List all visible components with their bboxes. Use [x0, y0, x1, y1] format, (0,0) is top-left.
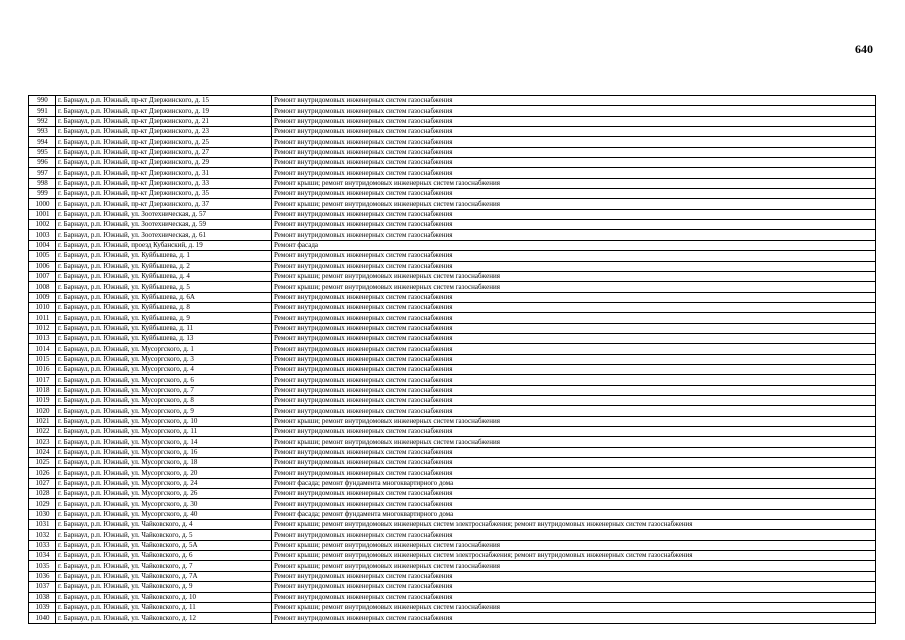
- table-row: [29, 571, 876, 581]
- row-number-cell: 1029: [29, 499, 56, 509]
- address-cell: г. Барнаул, р.п. Южный, пр-кт Дзержинского, д. 27: [56, 147, 272, 157]
- table-row: [29, 147, 876, 157]
- row-number-cell: 1032: [29, 530, 56, 540]
- row-number-cell: 1004: [29, 240, 56, 250]
- address-cell: г. Барнаул, р.п. Южный, ул. Куйбышева, д. 11: [56, 323, 272, 333]
- table-row: [29, 540, 876, 550]
- row-number-cell: 997: [29, 168, 56, 178]
- address-cell: г. Барнаул, р.п. Южный, ул. Чайковского, д. 10: [56, 592, 272, 602]
- row-number-cell: 999: [29, 189, 56, 199]
- table-row: [29, 530, 876, 540]
- address-cell: г. Барнаул, р.п. Южный, проезд Кубанский, д. 19: [56, 240, 272, 250]
- table-row: [29, 323, 876, 333]
- work-type-cell: Ремонт внутридомовых инженерных систем газоснабжения: [272, 354, 876, 364]
- address-cell: г. Барнаул, р.п. Южный, ул. Мусоргского, д. 3: [56, 354, 272, 364]
- address-cell: г. Барнаул, р.п. Южный, ул. Мусоргского, д. 10: [56, 416, 272, 426]
- row-number-cell: 994: [29, 137, 56, 147]
- row-number-cell: 1039: [29, 602, 56, 612]
- address-cell: г. Барнаул, р.п. Южный, ул. Мусоргского, д. 40: [56, 509, 272, 519]
- work-type-cell: Ремонт внутридомовых инженерных систем газоснабжения: [272, 251, 876, 261]
- address-cell: г. Барнаул, р.п. Южный, ул. Мусоргского, д. 6: [56, 375, 272, 385]
- work-type-cell: Ремонт внутридомовых инженерных систем газоснабжения: [272, 364, 876, 374]
- address-cell: г. Барнаул, р.п. Южный, ул. Мусоргского, д. 14: [56, 437, 272, 447]
- row-number-cell: 992: [29, 116, 56, 126]
- address-cell: г. Барнаул, р.п. Южный, пр-кт Дзержинского, д. 19: [56, 106, 272, 116]
- work-type-cell: Ремонт внутридомовых инженерных систем газоснабжения: [272, 530, 876, 540]
- address-cell: г. Барнаул, р.п. Южный, ул. Мусоргского, д. 30: [56, 499, 272, 509]
- address-cell: г. Барнаул, р.п. Южный, ул. Мусоргского, д. 11: [56, 427, 272, 437]
- work-type-cell: Ремонт внутридомовых инженерных систем газоснабжения: [272, 468, 876, 478]
- table-row: [29, 582, 876, 592]
- row-number-cell: 1028: [29, 489, 56, 499]
- table-row: [29, 127, 876, 137]
- work-type-cell: Ремонт внутридомовых инженерных систем газоснабжения: [272, 571, 876, 581]
- work-type-cell: Ремонт внутридомовых инженерных систем газоснабжения: [272, 189, 876, 199]
- table-row: [29, 468, 876, 478]
- address-cell: г. Барнаул, р.п. Южный, ул. Чайковского, д. 4: [56, 520, 272, 530]
- address-cell: г. Барнаул, р.п. Южный, пр-кт Дзержинского, д. 15: [56, 96, 272, 106]
- row-number-cell: 1024: [29, 447, 56, 457]
- address-cell: г. Барнаул, р.п. Южный, ул. Мусоргского, д. 24: [56, 478, 272, 488]
- row-number-cell: 1025: [29, 458, 56, 468]
- address-cell: г. Барнаул, р.п. Южный, ул. Зоотехническая, д. 61: [56, 230, 272, 240]
- table-row: [29, 106, 876, 116]
- address-cell: г. Барнаул, р.п. Южный, ул. Куйбышева, д. 9: [56, 313, 272, 323]
- table-row: [29, 416, 876, 426]
- work-type-cell: Ремонт внутридомовых инженерных систем газоснабжения: [272, 96, 876, 106]
- table-row: [29, 313, 876, 323]
- table-row: [29, 261, 876, 271]
- work-type-cell: Ремонт внутридомовых инженерных систем газоснабжения: [272, 127, 876, 137]
- work-type-cell: Ремонт крыши; ремонт внутридомовых инженерных систем газоснабжения: [272, 540, 876, 550]
- address-cell: г. Барнаул, р.п. Южный, ул. Куйбышева, д. 1: [56, 251, 272, 261]
- work-type-cell: Ремонт внутридомовых инженерных систем газоснабжения: [272, 302, 876, 312]
- table-row: [29, 344, 876, 354]
- row-number-cell: 1022: [29, 427, 56, 437]
- table-row: [29, 292, 876, 302]
- row-number-cell: 1030: [29, 509, 56, 519]
- table-row: [29, 458, 876, 468]
- row-number-cell: 1010: [29, 302, 56, 312]
- row-number-cell: 1008: [29, 282, 56, 292]
- work-type-cell: Ремонт крыши; ремонт внутридомовых инженерных систем газоснабжения: [272, 416, 876, 426]
- table-row: [29, 478, 876, 488]
- row-number-cell: 1023: [29, 437, 56, 447]
- row-number-cell: 1015: [29, 354, 56, 364]
- row-number-cell: 998: [29, 178, 56, 188]
- work-type-cell: Ремонт фасада; ремонт фундамента многоквартирного дома: [272, 478, 876, 488]
- page-number: 640: [855, 42, 873, 56]
- row-number-cell: 991: [29, 106, 56, 116]
- table-row: [29, 116, 876, 126]
- row-number-cell: 1020: [29, 406, 56, 416]
- work-type-cell: Ремонт крыши; ремонт внутридомовых инженерных систем газоснабжения: [272, 602, 876, 612]
- address-cell: г. Барнаул, р.п. Южный, пр-кт Дзержинского, д. 23: [56, 127, 272, 137]
- address-cell: г. Барнаул, р.п. Южный, пр-кт Дзержинского, д. 35: [56, 189, 272, 199]
- table-row: [29, 592, 876, 602]
- work-type-cell: Ремонт внутридомовых инженерных систем газоснабжения: [272, 209, 876, 219]
- address-cell: г. Барнаул, р.п. Южный, ул. Мусоргского, д. 9: [56, 406, 272, 416]
- row-number-cell: 1036: [29, 571, 56, 581]
- row-number-cell: 1031: [29, 520, 56, 530]
- table-row: [29, 220, 876, 230]
- row-number-cell: 1021: [29, 416, 56, 426]
- table-row: [29, 251, 876, 261]
- row-number-cell: 1019: [29, 395, 56, 405]
- table-row: [29, 561, 876, 571]
- registry-table: [28, 95, 876, 624]
- work-type-cell: Ремонт фасада; ремонт фундамента многоквартирного дома: [272, 509, 876, 519]
- work-type-cell: Ремонт внутридомовых инженерных систем газоснабжения: [272, 499, 876, 509]
- row-number-cell: 1001: [29, 209, 56, 219]
- table-row: [29, 189, 876, 199]
- table-row: [29, 178, 876, 188]
- work-type-cell: Ремонт внутридомовых инженерных систем газоснабжения: [272, 158, 876, 168]
- work-type-cell: Ремонт внутридомовых инженерных систем газоснабжения: [272, 292, 876, 302]
- work-type-cell: Ремонт крыши; ремонт внутридомовых инженерных систем электроснабжения; ремонт внутридомовых инженерных систем газоснабжения: [272, 551, 876, 561]
- table-row: [29, 199, 876, 209]
- row-number-cell: 1009: [29, 292, 56, 302]
- table-row: [29, 551, 876, 561]
- address-cell: г. Барнаул, р.п. Южный, ул. Мусоргского, д. 16: [56, 447, 272, 457]
- work-type-cell: Ремонт внутридомовых инженерных систем газоснабжения: [272, 137, 876, 147]
- table-row: [29, 447, 876, 457]
- table-row: [29, 302, 876, 312]
- address-cell: г. Барнаул, р.п. Южный, ул. Чайковского, д. 9: [56, 582, 272, 592]
- table-row: [29, 168, 876, 178]
- work-type-cell: Ремонт внутридомовых инженерных систем газоснабжения: [272, 344, 876, 354]
- work-type-cell: Ремонт внутридомовых инженерных систем газоснабжения: [272, 323, 876, 333]
- address-cell: г. Барнаул, р.п. Южный, ул. Мусоргского, д. 20: [56, 468, 272, 478]
- table-body: [29, 96, 876, 624]
- table-row: [29, 240, 876, 250]
- table-row: [29, 158, 876, 168]
- work-type-cell: Ремонт внутридомовых инженерных систем газоснабжения: [272, 116, 876, 126]
- table-row: [29, 282, 876, 292]
- table-row: [29, 437, 876, 447]
- address-cell: г. Барнаул, р.п. Южный, ул. Чайковского, д. 5: [56, 530, 272, 540]
- row-number-cell: 1033: [29, 540, 56, 550]
- table-row: [29, 602, 876, 612]
- work-type-cell: Ремонт фасада: [272, 240, 876, 250]
- row-number-cell: 1014: [29, 344, 56, 354]
- table-row: [29, 489, 876, 499]
- work-type-cell: Ремонт внутридомовых инженерных систем газоснабжения: [272, 168, 876, 178]
- work-type-cell: Ремонт внутридомовых инженерных систем газоснабжения: [272, 220, 876, 230]
- address-cell: г. Барнаул, р.п. Южный, ул. Мусоргского, д. 1: [56, 344, 272, 354]
- row-number-cell: 1007: [29, 271, 56, 281]
- address-cell: г. Барнаул, р.п. Южный, ул. Куйбышева, д. 13: [56, 333, 272, 343]
- row-number-cell: 995: [29, 147, 56, 157]
- table-row: [29, 509, 876, 519]
- table-row: [29, 520, 876, 530]
- work-type-cell: Ремонт внутридомовых инженерных систем газоснабжения: [272, 427, 876, 437]
- work-type-cell: Ремонт внутридомовых инженерных систем газоснабжения: [272, 313, 876, 323]
- work-type-cell: Ремонт внутридомовых инженерных систем газоснабжения: [272, 106, 876, 116]
- address-cell: г. Барнаул, р.п. Южный, ул. Зоотехническая, д. 59: [56, 220, 272, 230]
- work-type-cell: Ремонт внутридомовых инженерных систем газоснабжения: [272, 458, 876, 468]
- address-cell: г. Барнаул, р.п. Южный, ул. Чайковского, д. 6: [56, 551, 272, 561]
- work-type-cell: Ремонт внутридомовых инженерных систем газоснабжения: [272, 613, 876, 623]
- row-number-cell: 1002: [29, 220, 56, 230]
- work-type-cell: Ремонт внутридомовых инженерных систем газоснабжения: [272, 333, 876, 343]
- table-row: [29, 364, 876, 374]
- address-cell: г. Барнаул, р.п. Южный, ул. Куйбышева, д. 6А: [56, 292, 272, 302]
- row-number-cell: 1012: [29, 323, 56, 333]
- row-number-cell: 1003: [29, 230, 56, 240]
- row-number-cell: 1000: [29, 199, 56, 209]
- table-row: [29, 354, 876, 364]
- row-number-cell: 996: [29, 158, 56, 168]
- address-cell: г. Барнаул, р.п. Южный, пр-кт Дзержинского, д. 37: [56, 199, 272, 209]
- address-cell: г. Барнаул, р.п. Южный, ул. Чайковского, д. 11: [56, 602, 272, 612]
- work-type-cell: Ремонт внутридомовых инженерных систем газоснабжения: [272, 385, 876, 395]
- work-type-cell: Ремонт внутридомовых инженерных систем газоснабжения: [272, 230, 876, 240]
- address-cell: г. Барнаул, р.п. Южный, пр-кт Дзержинского, д. 31: [56, 168, 272, 178]
- row-number-cell: 993: [29, 127, 56, 137]
- row-number-cell: 1037: [29, 582, 56, 592]
- address-cell: г. Барнаул, р.п. Южный, пр-кт Дзержинского, д. 21: [56, 116, 272, 126]
- table-row: [29, 209, 876, 219]
- work-type-cell: Ремонт крыши; ремонт внутридомовых инженерных систем газоснабжения: [272, 199, 876, 209]
- work-type-cell: Ремонт внутридомовых инженерных систем газоснабжения: [272, 447, 876, 457]
- address-cell: г. Барнаул, р.п. Южный, ул. Куйбышева, д. 4: [56, 271, 272, 281]
- row-number-cell: 1038: [29, 592, 56, 602]
- table-row: [29, 395, 876, 405]
- row-number-cell: 1016: [29, 364, 56, 374]
- table-row: [29, 375, 876, 385]
- work-type-cell: Ремонт внутридомовых инженерных систем газоснабжения: [272, 489, 876, 499]
- work-type-cell: Ремонт внутридомовых инженерных систем газоснабжения: [272, 147, 876, 157]
- table-row: [29, 230, 876, 240]
- row-number-cell: 1034: [29, 551, 56, 561]
- address-cell: г. Барнаул, р.п. Южный, пр-кт Дзержинского, д. 29: [56, 158, 272, 168]
- row-number-cell: 1040: [29, 613, 56, 623]
- work-type-cell: Ремонт крыши; ремонт внутридомовых инженерных систем электроснабжения; ремонт внутридомовых инженерных систем газоснабжения: [272, 520, 876, 530]
- table-row: [29, 385, 876, 395]
- row-number-cell: 990: [29, 96, 56, 106]
- address-cell: г. Барнаул, р.п. Южный, ул. Куйбышева, д. 8: [56, 302, 272, 312]
- table-row: [29, 271, 876, 281]
- address-cell: г. Барнаул, р.п. Южный, ул. Мусоргского, д. 18: [56, 458, 272, 468]
- work-type-cell: Ремонт внутридомовых инженерных систем газоснабжения: [272, 592, 876, 602]
- address-cell: г. Барнаул, р.п. Южный, ул. Чайковского, д. 7: [56, 561, 272, 571]
- row-number-cell: 1011: [29, 313, 56, 323]
- work-type-cell: Ремонт внутридомовых инженерных систем газоснабжения: [272, 375, 876, 385]
- row-number-cell: 1018: [29, 385, 56, 395]
- table-row: [29, 427, 876, 437]
- address-cell: г. Барнаул, р.п. Южный, ул. Куйбышева, д. 2: [56, 261, 272, 271]
- work-type-cell: Ремонт крыши; ремонт внутридомовых инженерных систем газоснабжения: [272, 271, 876, 281]
- work-type-cell: Ремонт крыши; ремонт внутридомовых инженерных систем газоснабжения: [272, 437, 876, 447]
- table-row: [29, 406, 876, 416]
- address-cell: г. Барнаул, р.п. Южный, ул. Зоотехническая, д. 57: [56, 209, 272, 219]
- address-cell: г. Барнаул, р.п. Южный, ул. Чайковского, д. 7А: [56, 571, 272, 581]
- address-cell: г. Барнаул, р.п. Южный, ул. Мусоргского, д. 4: [56, 364, 272, 374]
- row-number-cell: 1006: [29, 261, 56, 271]
- address-cell: г. Барнаул, р.п. Южный, ул. Чайковского, д. 12: [56, 613, 272, 623]
- row-number-cell: 1027: [29, 478, 56, 488]
- address-cell: г. Барнаул, р.п. Южный, ул. Мусоргского, д. 7: [56, 385, 272, 395]
- work-type-cell: Ремонт внутридомовых инженерных систем газоснабжения: [272, 582, 876, 592]
- table-row: [29, 613, 876, 623]
- work-type-cell: Ремонт внутридомовых инженерных систем газоснабжения: [272, 406, 876, 416]
- table-row: [29, 137, 876, 147]
- work-type-cell: Ремонт внутридомовых инженерных систем газоснабжения: [272, 261, 876, 271]
- address-cell: г. Барнаул, р.п. Южный, ул. Мусоргского, д. 8: [56, 395, 272, 405]
- address-cell: г. Барнаул, р.п. Южный, ул. Мусоргского, д. 26: [56, 489, 272, 499]
- row-number-cell: 1005: [29, 251, 56, 261]
- address-cell: г. Барнаул, р.п. Южный, ул. Куйбышева, д. 5: [56, 282, 272, 292]
- work-type-cell: Ремонт крыши; ремонт внутридомовых инженерных систем газоснабжения: [272, 178, 876, 188]
- row-number-cell: 1013: [29, 333, 56, 343]
- table-row: [29, 499, 876, 509]
- row-number-cell: 1026: [29, 468, 56, 478]
- work-type-cell: Ремонт внутридомовых инженерных систем газоснабжения: [272, 395, 876, 405]
- address-cell: г. Барнаул, р.п. Южный, ул. Чайковского, д. 5А: [56, 540, 272, 550]
- table-row: [29, 96, 876, 106]
- address-cell: г. Барнаул, р.п. Южный, пр-кт Дзержинского, д. 33: [56, 178, 272, 188]
- row-number-cell: 1017: [29, 375, 56, 385]
- row-number-cell: 1035: [29, 561, 56, 571]
- work-type-cell: Ремонт крыши; ремонт внутридомовых инженерных систем газоснабжения: [272, 282, 876, 292]
- work-type-cell: Ремонт крыши; ремонт внутридомовых инженерных систем газоснабжения: [272, 561, 876, 571]
- table-row: [29, 333, 876, 343]
- address-cell: г. Барнаул, р.п. Южный, пр-кт Дзержинского, д. 25: [56, 137, 272, 147]
